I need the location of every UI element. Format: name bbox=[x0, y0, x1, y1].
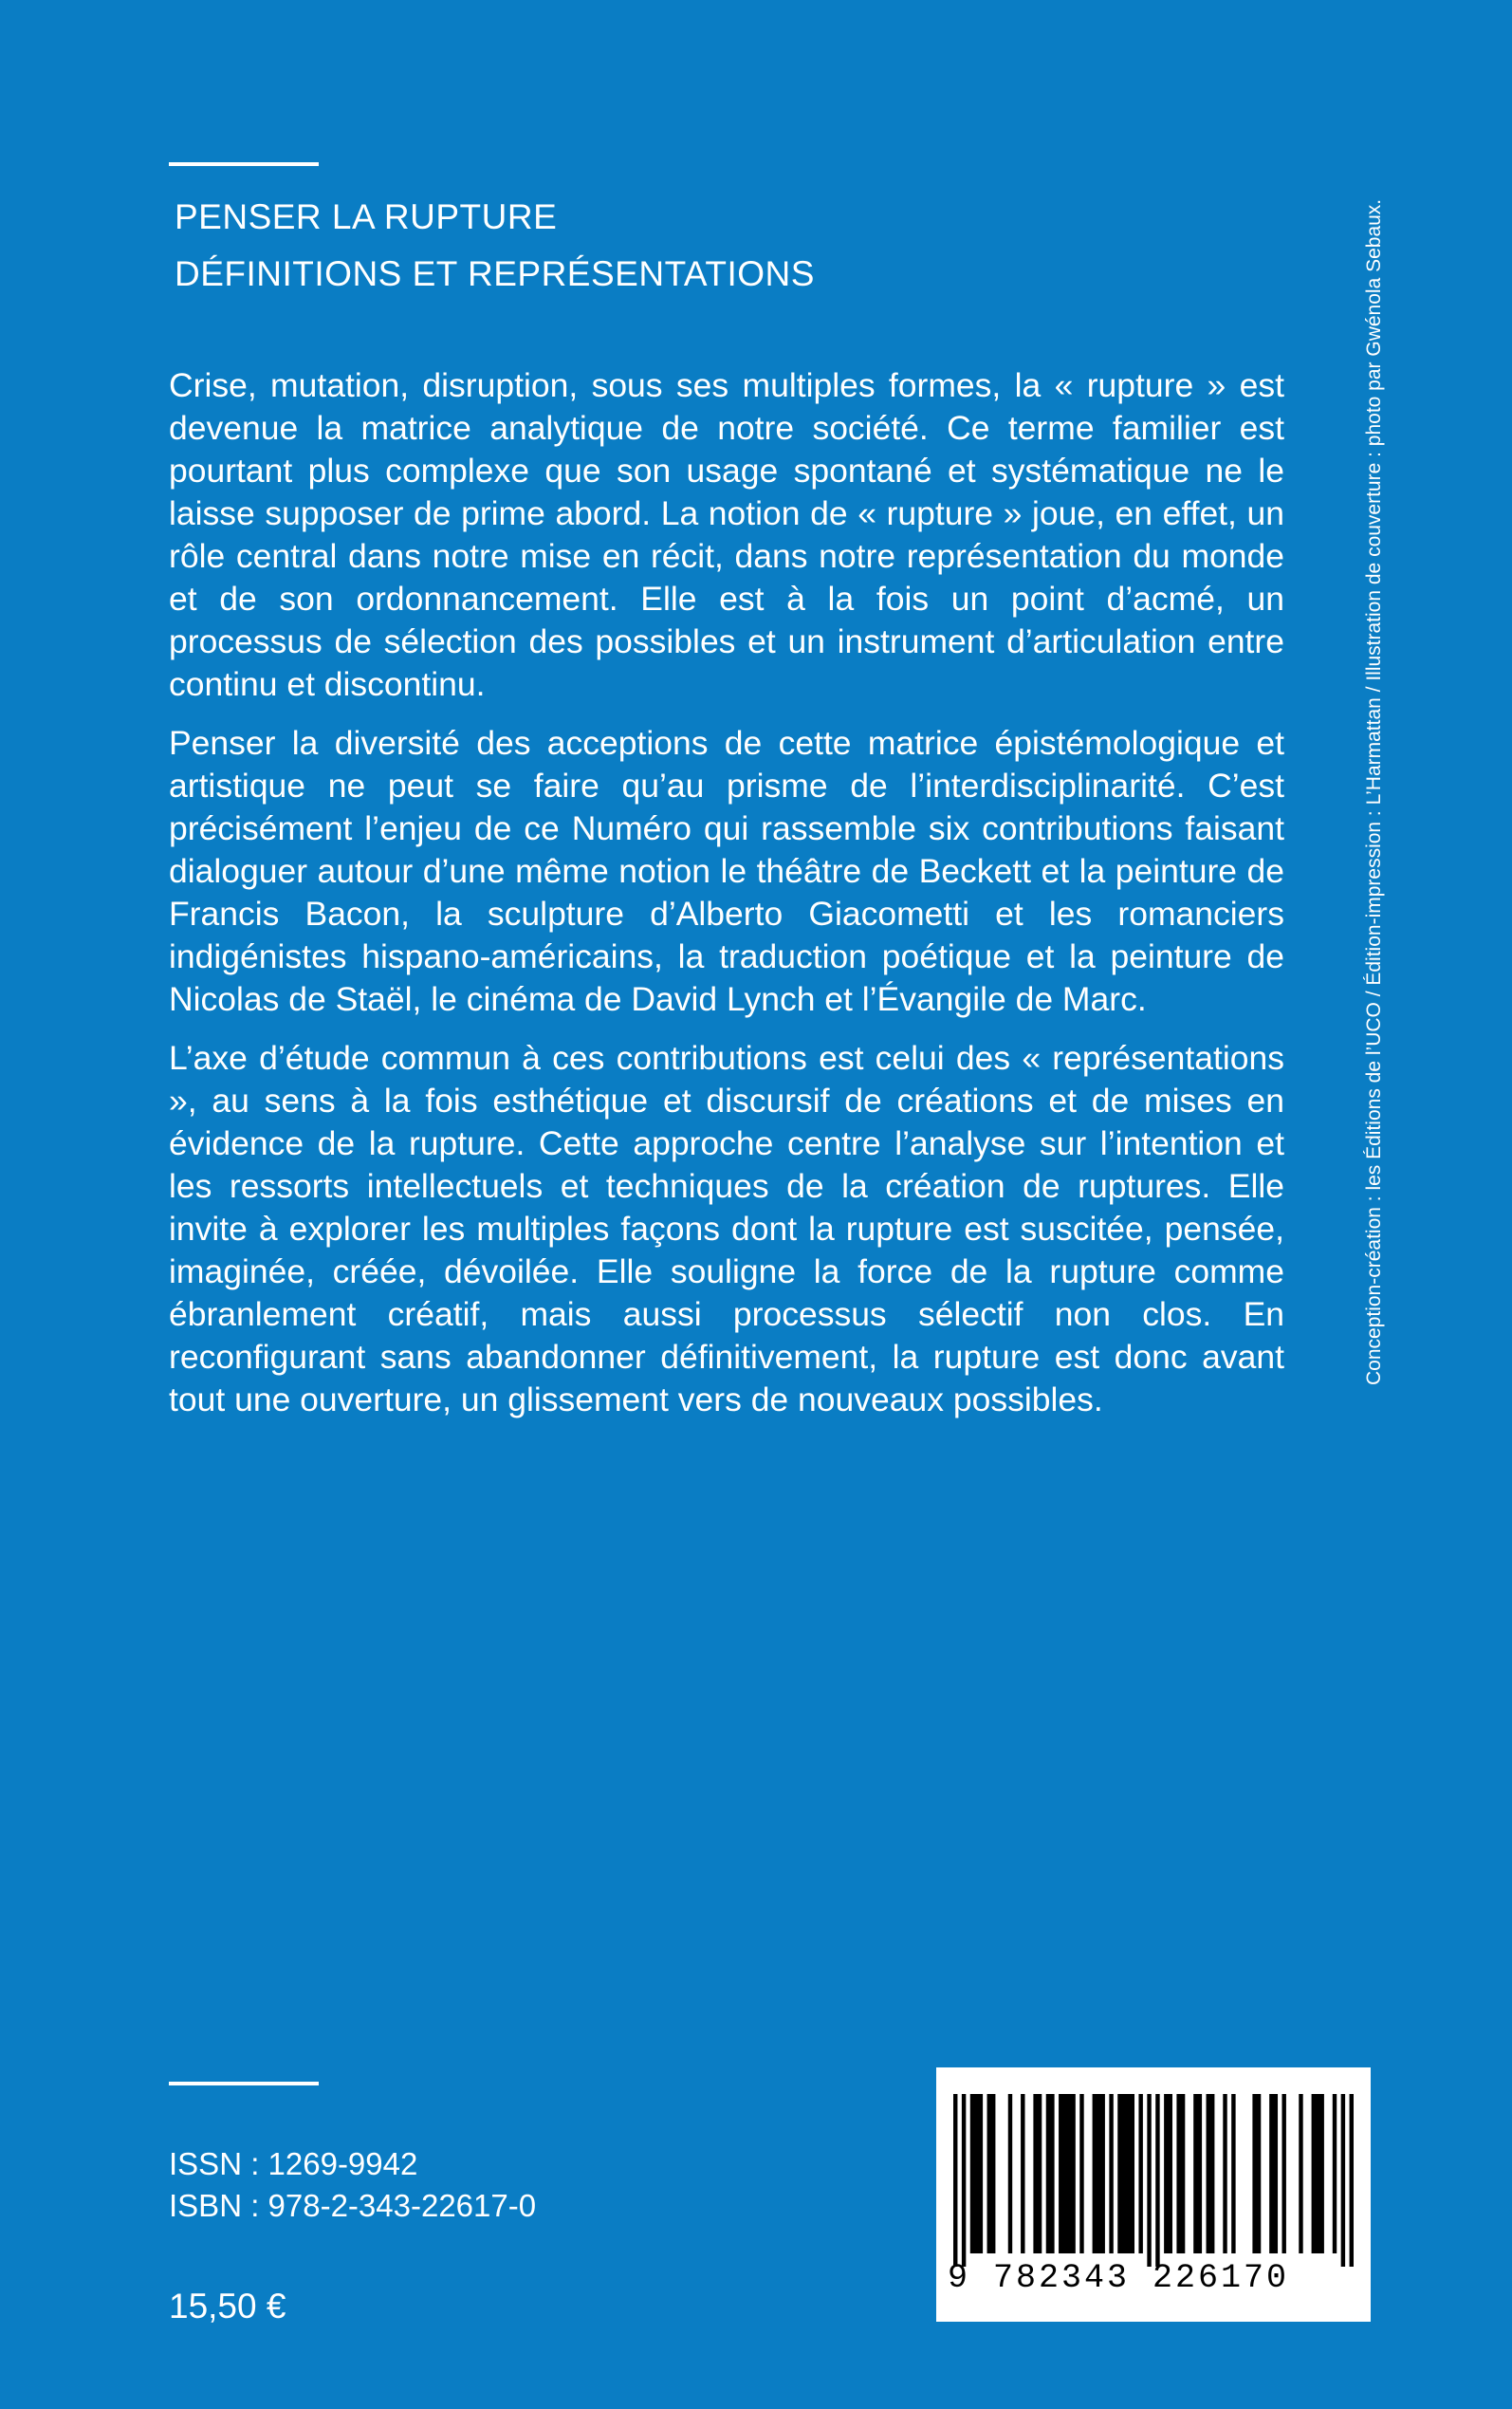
barcode-bar bbox=[1333, 2094, 1337, 2253]
barcode-bar bbox=[1282, 2094, 1285, 2253]
top-divider bbox=[169, 162, 319, 166]
blurb-paragraph-2: Penser la diversité des acceptions de cette matrice épistémologique et artistique ne peut se faire qu’au prisme de l’interdisciplinarité. C’est précisément l’enjeu de ce Numéro qui rassemble six contributions faisant dialoguer autour d’une même notion le théâtre de Beckett et la peinture de Francis Bacon, la sculpture d’Alberto Giacometti et les romanciers indigénistes hispano-américains, la traduction poétique et la peinture de Nicolas de Staël, le cinéma de David Lynch et l’Évangile de Marc. bbox=[169, 724, 1284, 1018]
blurb bbox=[169, 364, 1284, 1437]
bottom-divider bbox=[169, 2082, 319, 2085]
barcode-bar bbox=[1059, 2094, 1076, 2253]
barcode-bar bbox=[1269, 2094, 1278, 2253]
barcode-bar bbox=[1193, 2094, 1202, 2253]
barcode-bar bbox=[1231, 2094, 1235, 2253]
barcode-bar bbox=[1093, 2094, 1105, 2253]
barcode-number: 9 782343 226170 bbox=[948, 2259, 1290, 2297]
barcode-bar bbox=[1176, 2094, 1185, 2253]
barcode-bar bbox=[970, 2094, 983, 2253]
barcode-bar bbox=[1299, 2094, 1302, 2253]
price: 15,50 € bbox=[169, 2287, 286, 2326]
barcode-bar bbox=[1207, 2094, 1215, 2253]
barcode-bar bbox=[1252, 2094, 1261, 2253]
production-credits: Conception-création : les Éditions de l’UCO / Édition-impression : L’Harmattan / Illustration de couverture : photo par Gwénola Sebaux. bbox=[1363, 199, 1385, 1386]
barcode-bar bbox=[1033, 2094, 1042, 2253]
barcode-bar bbox=[1079, 2094, 1083, 2253]
barcode-bars bbox=[953, 2094, 1354, 2267]
barcode-bar bbox=[953, 2094, 957, 2267]
blurb-paragraph-3: L’axe d’étude commun à ces contributions est celui des « représentations », au sens à la fois esthétique et discursif de créations et de mises en évidence de la rupture. Cette approche centre l’analyse sur l’intention et les ressorts intellectuels et techniques de la création de ruptures. Elle invite à explorer les multiples façons dont la rupture est suscitée, pensée, imaginée, créée, dévoilée. Elle souligne la force de la rupture comme ébranlement créatif, mais aussi processus sélectif non clos. En reconfigurant sans abandonner définitivement, la rupture est donc avant tout une ouverture, un glissement vers de nouveaux possibles. bbox=[169, 1039, 1284, 1418]
barcode-bar bbox=[1138, 2094, 1142, 2253]
book-title: PENSER LA RUPTURE bbox=[175, 197, 558, 236]
barcode-bar bbox=[1147, 2094, 1151, 2267]
blurb-paragraph-1: Crise, mutation, disruption, sous ses multiples formes, la « rupture » est devenue la matrice analytique de notre société. Ce terme familier est pourtant plus complexe que son usage spontané et systématique ne le laisse supposer de prime abord. La notion de « rupture » joue, en effet, un rôle central dans notre mise en récit, dans notre représentation du monde et de son ordonnancement. Elle est à la fois un point d’acmé, un processus de sélection des possibles et un instrument d’articulation entre continu et discontinu. bbox=[169, 366, 1284, 703]
barcode-bar bbox=[987, 2094, 996, 2253]
barcode-bar bbox=[1117, 2094, 1134, 2253]
book-subtitle: DÉFINITIONS ET REPRÉSENTATIONS bbox=[175, 254, 815, 293]
barcode-bar bbox=[1008, 2094, 1012, 2253]
barcode bbox=[936, 2067, 1371, 2322]
barcode-bar bbox=[1312, 2094, 1324, 2253]
barcode-bar bbox=[1164, 2094, 1172, 2253]
barcode-bar bbox=[1341, 2094, 1345, 2267]
barcode-bar bbox=[1046, 2094, 1055, 2253]
barcode-bar bbox=[1350, 2094, 1354, 2267]
isbn: ISBN : 978-2-343-22617-0 bbox=[169, 2188, 537, 2223]
barcode-bar bbox=[1109, 2094, 1113, 2253]
issn: ISSN : 1269-9942 bbox=[169, 2146, 418, 2181]
barcode-bar bbox=[1223, 2094, 1226, 2253]
barcode-bar bbox=[962, 2094, 966, 2267]
barcode-bar bbox=[1021, 2094, 1024, 2253]
barcode-bar bbox=[1155, 2094, 1159, 2267]
